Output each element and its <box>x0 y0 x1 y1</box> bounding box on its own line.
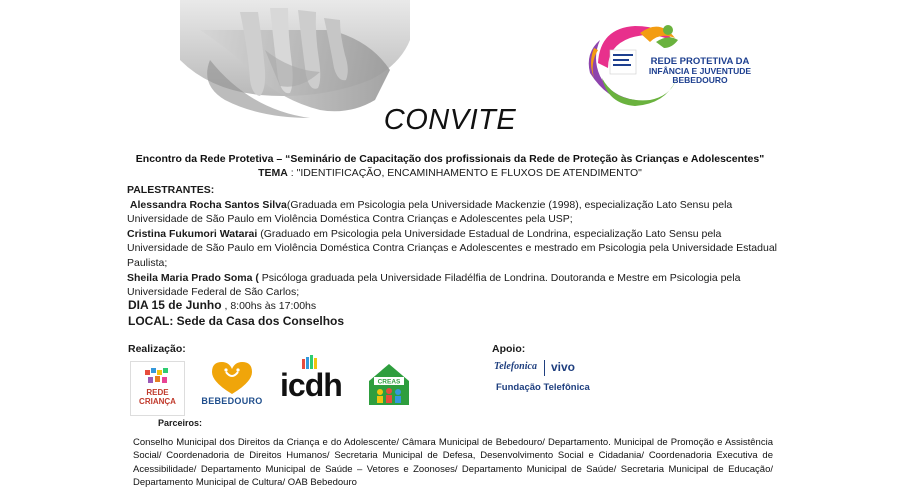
icdh-logo <box>278 355 350 411</box>
speaker-item <box>127 198 777 227</box>
telefonica-vivo-logo <box>492 360 590 396</box>
parceiros-label: Parceiros: <box>158 418 203 428</box>
speakers-section <box>127 183 777 300</box>
event-location: LOCAL: Sede da Casa dos Conselhos <box>128 314 345 328</box>
event-prefix: Encontro da Rede Protetiva – <box>135 153 286 165</box>
speaker-desc: (Graduada em Psicologia pela Universidade Mackenzie (1998), especialização Lato Sensu pela Universidade de São Paulo em Violência Doméstica Contra Crianças e Adolescentes pela USP; <box>127 198 733 226</box>
date-text: DIA 15 de Junho <box>128 298 222 312</box>
event-date <box>128 298 316 312</box>
heart-icon <box>198 360 266 396</box>
creas-label: CREAS <box>377 378 401 386</box>
event-name: “Seminário de Capacitação dos profissionais da Rede de Proteção às Crianças e Adolescentes" <box>285 153 765 165</box>
speaker-name: Cristina Fukumori Watarai <box>127 227 258 240</box>
speaker-item <box>127 271 777 300</box>
logo-line-1: REDE PROTETIVA DA <box>650 56 750 67</box>
tema-line <box>0 167 900 179</box>
hands-photo <box>170 0 420 120</box>
apoio-label: Apoio: <box>492 343 526 355</box>
logo-line-3: BEBEDOURO <box>672 75 728 85</box>
logo-text <box>625 57 775 86</box>
fundacao-text: Fundação Telefônica <box>496 382 590 393</box>
telefonica-text: Telefonica <box>494 361 537 372</box>
logo-separator <box>544 360 545 376</box>
realizacao-label: Realização: <box>128 343 186 355</box>
document-title: CONVITE <box>383 104 517 136</box>
bebedouro-text: BEBEDOURO <box>201 396 263 406</box>
event-title <box>0 153 900 165</box>
tema-text: : "IDENTIFICAÇÃO, ENCAMINHAMENTO E FLUXOS DE ATENDIMENTO" <box>287 167 642 179</box>
rede-crianca-logo <box>130 361 185 416</box>
bebedouro-logo <box>198 360 266 412</box>
hours-text: , 8:00hs às 17:00hs <box>221 300 317 312</box>
speaker-item <box>127 227 777 271</box>
partners-list: Conselho Municipal dos Direitos da Criança e do Adolescente/ Câmara Municipal de Bebedouro/ Departamento. Municipal de Promoção e Assistência Social/ Coordenadoria de Direitos Humanos/ Secretaria Municipal de Defesa, Desenvolvimento Social e Cidadania/ Coordenadoria Executiva de Acessibilidade/ Departamento Municipal de Saúde – Vetores e Zoonoses/ Departamento Municipal de Saúde/ Secretaria Municipal de Educação/ Departamento Municipal de Cultura/ OAB Bebedouro <box>133 437 773 489</box>
vivo-text: vivo <box>551 360 576 374</box>
speaker-desc: (Graduado em Psicologia pela Universidade Estadual de Londrina, especialização Lato Sensu pela Universidade de São Paulo em Violência Doméstica Contra Crianças e Adolescentes e mestrado em Psicologia pela Universidade Estadual Paulista; <box>127 227 777 269</box>
creas-logo <box>366 361 412 407</box>
speaker-name: Sheila Maria Prado Soma ( <box>127 271 259 284</box>
speaker-name: Alessandra Rocha Santos Silva <box>129 198 287 211</box>
tema-label: TEMA <box>258 167 288 179</box>
colorful-figures-icon <box>131 364 184 390</box>
rede-crianca-text: REDE CRIANÇA <box>139 388 176 406</box>
icdh-text: icdh <box>280 367 342 403</box>
speakers-heading: PALESTRANTES: <box>127 184 215 196</box>
creas-house-icon <box>366 361 412 407</box>
speaker-desc: Psicóloga graduada pela Universidade Filadélfia de Londrina. Doutoranda e Mestre em Psicologia pela Universidade Federal de São Carlos; <box>127 271 741 299</box>
logo-line-2: INFÂNCIA E JUVENTUDE <box>648 65 752 76</box>
